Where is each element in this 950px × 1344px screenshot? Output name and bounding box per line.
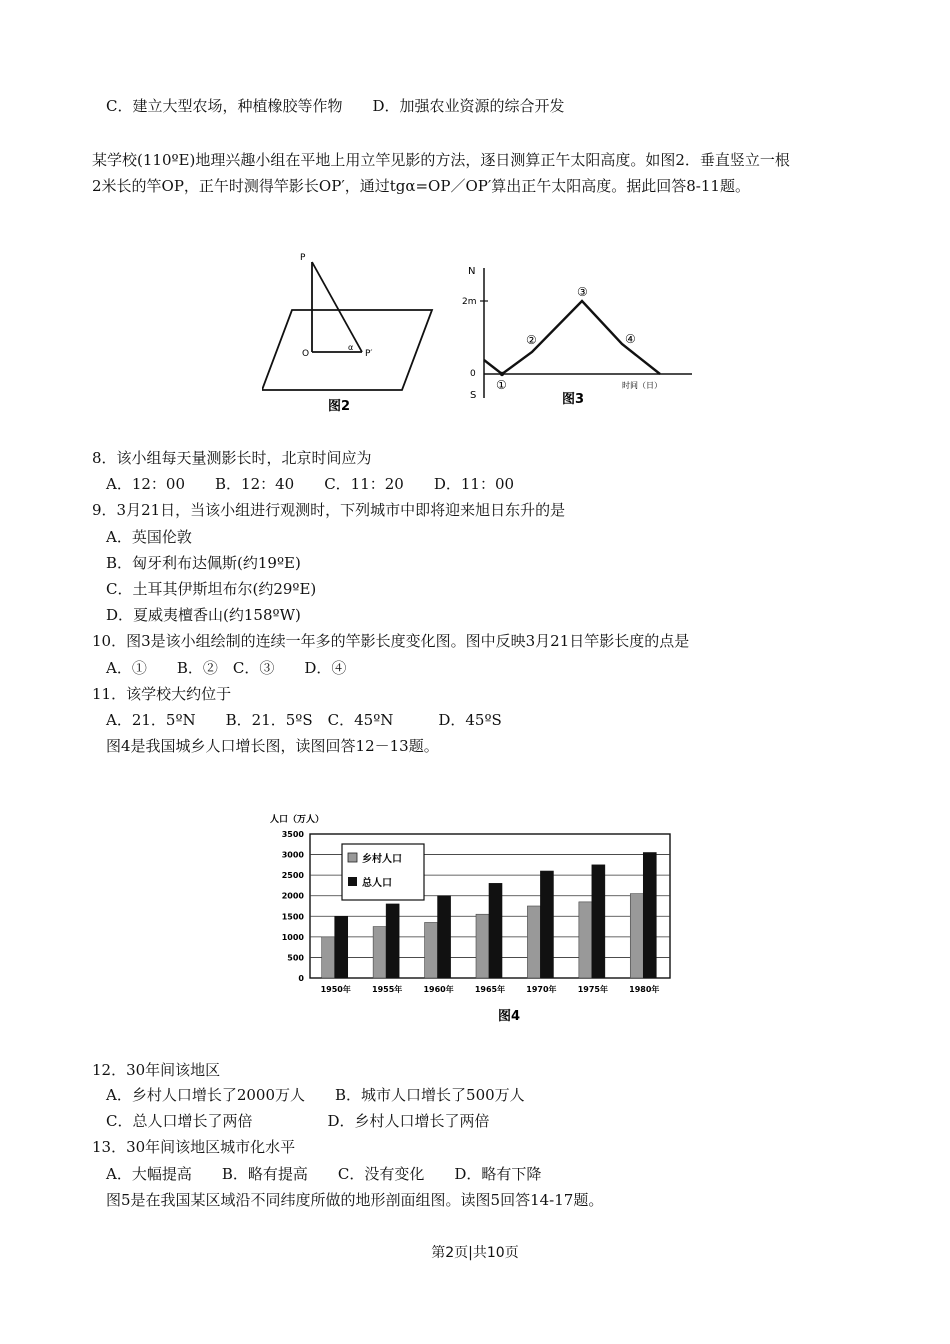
bar-total-population xyxy=(489,883,502,978)
question-9: 9．3月21日，当该小组进行观测时，下列城市中即将迎来旭日东升的是 xyxy=(92,501,566,519)
y-tick-label: 0 xyxy=(298,974,304,983)
option-c-d-line: C．建立大型农场，种植橡胶等作物 D．加强农业资源的综合开发 xyxy=(106,97,565,115)
x-axis-label: 时间（日） xyxy=(622,381,662,390)
question-10-options: A．① B．② C．③ D．④ xyxy=(106,659,347,677)
question-12-options-ab: A．乡村人口增长了2000万人 B．城市人口增长了500万人 xyxy=(106,1086,525,1104)
y-tick-label: 3500 xyxy=(281,830,304,839)
question-13-options: A．大幅提高 B．略有提高 C．没有变化 D．略有下降 xyxy=(106,1165,542,1183)
bar-rural-population xyxy=(579,902,592,978)
point-1: ① xyxy=(496,378,507,392)
question-8-options: A．12：00 B．12：40 C．11：20 D．11：00 xyxy=(106,475,515,493)
figure-2-diagram xyxy=(262,250,442,415)
label-p: P xyxy=(300,253,306,263)
point-4: ④ xyxy=(625,332,636,346)
figure-4-caption: 图4 xyxy=(498,1009,521,1024)
legend-label-rural: 乡村人口 xyxy=(362,854,402,865)
y-tick-label: 500 xyxy=(287,953,304,963)
y-tick-label: 1500 xyxy=(281,912,304,922)
figure-4-intro: 图4是我国城乡人口增长图，读图回答12－13题。 xyxy=(106,737,439,755)
label-alpha: α xyxy=(348,343,354,352)
bar-total-population xyxy=(643,853,656,978)
bar-total-population xyxy=(592,865,605,978)
figure-3-caption: 图3 xyxy=(562,392,585,407)
bar-total-population xyxy=(540,871,553,978)
label-p-prime: P′ xyxy=(365,349,373,359)
y-tick-label: 2500 xyxy=(281,871,304,881)
x-category-label: 1965年 xyxy=(474,985,506,994)
question-8: 8．该小组每天量测影长时，北京时间应为 xyxy=(92,449,372,467)
y-axis-title: 人口（万人） xyxy=(270,815,325,825)
label-o: O xyxy=(302,349,310,359)
x-category-label: 1960年 xyxy=(423,985,454,994)
sun-ray xyxy=(312,262,362,352)
question-9-option-b: B．匈牙利布达佩斯(约19ºE) xyxy=(106,554,301,572)
bar-rural-population xyxy=(425,922,438,978)
question-11-options: A．21．5ºN B．21．5ºS C．45ºN D．45ºS xyxy=(106,711,502,729)
y-tick-label: 2000 xyxy=(281,891,304,901)
bar-rural-population xyxy=(630,894,643,978)
y-tick-label: 3000 xyxy=(281,850,304,860)
label-n: N xyxy=(468,266,476,277)
x-category-label: 1975年 xyxy=(577,985,608,994)
x-category-label: 1970年 xyxy=(526,985,557,994)
question-9-option-c: C．土耳其伊斯坦布尔(约29ºE) xyxy=(106,580,317,598)
x-category-label: 1955年 xyxy=(372,985,403,994)
x-category-label: 1980年 xyxy=(629,985,660,994)
bar-rural-population xyxy=(322,937,335,978)
x-category-label: 1950年 xyxy=(320,985,351,994)
point-3: ③ xyxy=(577,285,588,299)
bar-total-population xyxy=(335,916,348,978)
question-13: 13．30年间该地区城市化水平 xyxy=(92,1138,296,1156)
figure-2-caption: 图2 xyxy=(328,399,351,414)
chart-legend-box xyxy=(342,844,424,900)
legend-swatch-rural xyxy=(348,853,357,862)
question-10: 10．图3是该小组绘制的连续一年多的竿影长度变化图。图中反映3月21日竿影长度的点是 xyxy=(92,632,690,650)
bar-total-population xyxy=(438,896,451,978)
label-zero: 0 xyxy=(470,369,476,379)
question-12-options-cd: C．总人口增长了两倍 D．乡村人口增长了两倍 xyxy=(106,1112,490,1130)
bar-rural-population xyxy=(373,927,386,978)
legend-swatch-total xyxy=(348,877,357,886)
figure-3-graph xyxy=(462,258,697,413)
bar-rural-population xyxy=(527,906,540,978)
question-9-option-d: D．夏威夷檀香山(约158ºW) xyxy=(106,606,301,624)
figure-4-bar-chart xyxy=(262,810,682,1025)
intro-paragraph-line-1: 某学校(110ºE)地理兴趣小组在平地上用立竿见影的方法，逐日测算正午太阳高度。如图2．垂直竖立一根 xyxy=(92,151,790,169)
bar-total-population xyxy=(386,904,399,978)
bar-rural-population xyxy=(476,914,489,978)
figure-5-intro: 图5是在我国某区域沿不同纬度所做的地形剖面组图。读图5回答14-17题。 xyxy=(106,1191,604,1209)
point-2: ② xyxy=(526,333,537,347)
question-9-option-a: A．英国伦敦 xyxy=(106,528,192,546)
label-2m: 2m xyxy=(462,297,477,307)
legend-label-total: 总人口 xyxy=(362,878,392,889)
intro-paragraph-line-2: 2米长的竿OP，正午时测得竿影长OP′，通过tgα=OP／OP′算出正午太阳高度。据此回答8-11题。 xyxy=(92,177,750,195)
label-s: S xyxy=(470,390,477,401)
ground-plane xyxy=(262,310,432,390)
y-tick-label: 1000 xyxy=(281,932,304,942)
page-footer: 第2页|共10页 xyxy=(431,1245,519,1261)
question-12: 12．30年间该地区 xyxy=(92,1061,221,1079)
question-11: 11．该学校大约位于 xyxy=(92,685,232,703)
